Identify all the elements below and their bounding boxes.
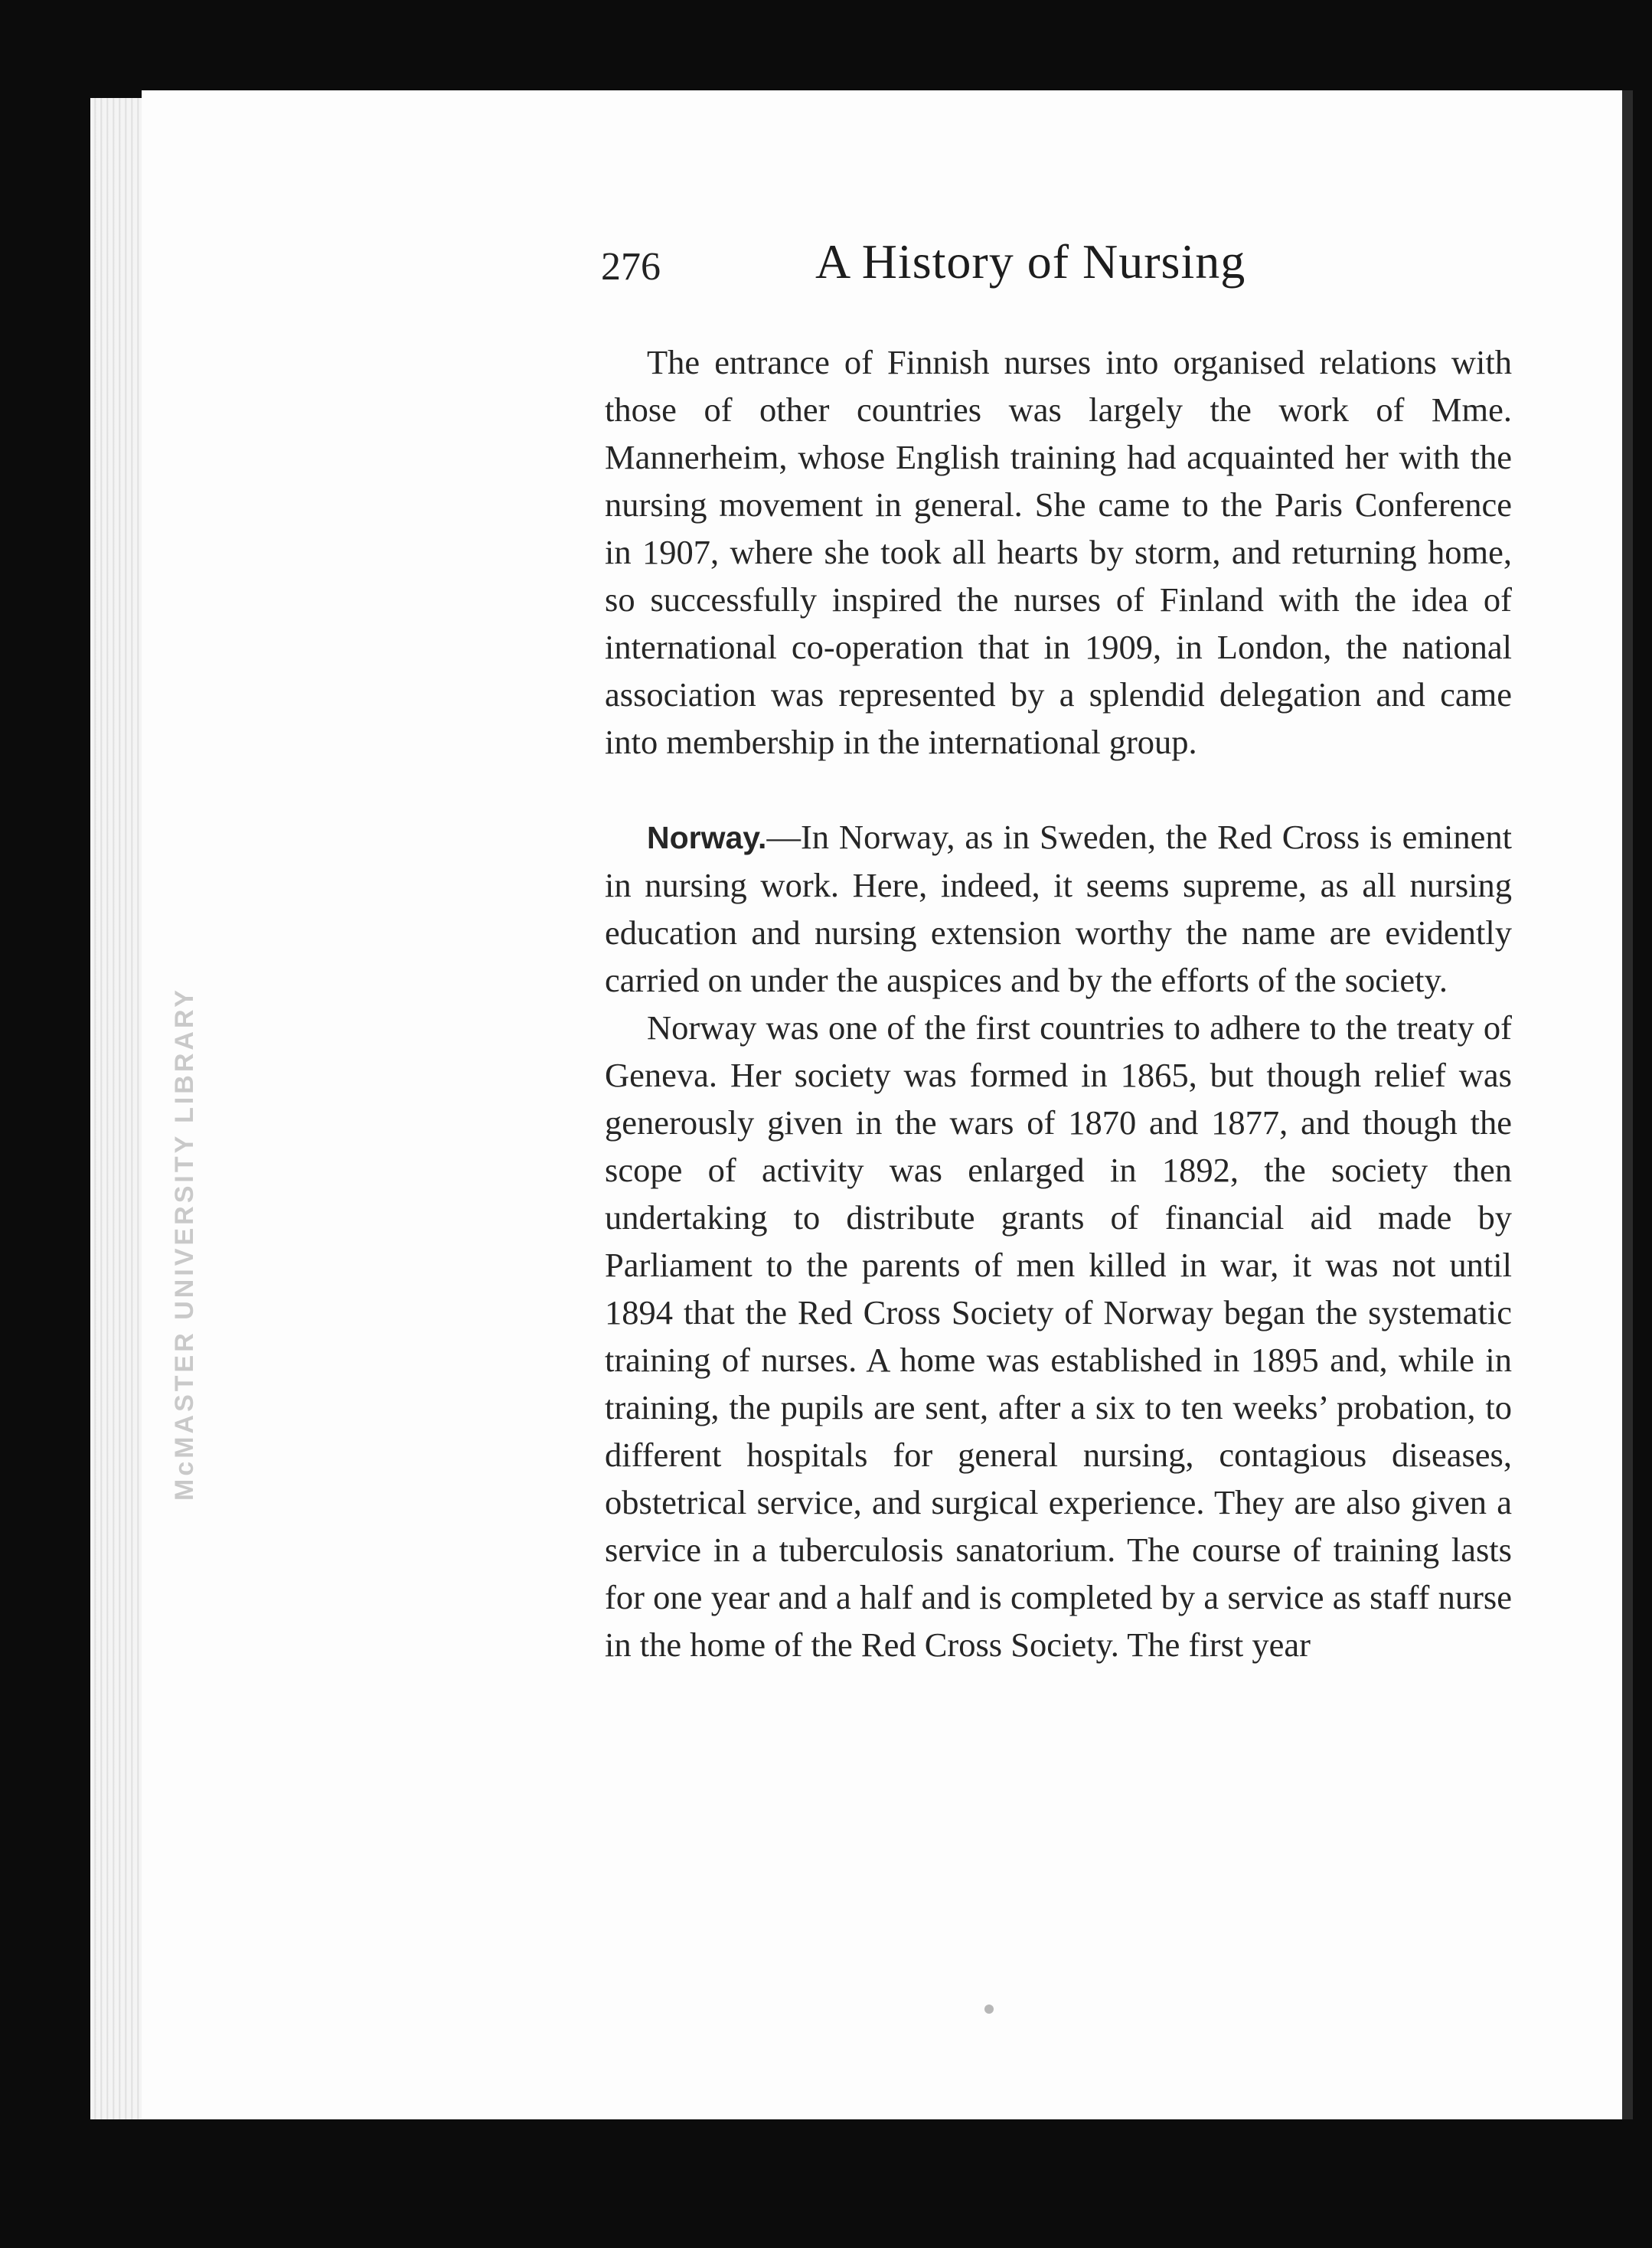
section-heading-norway: Norway. <box>647 820 767 855</box>
paragraph-text: The entrance of Finnish nurses into organised relations with those of other countries was largely the work of Mme. Mannerheim, whose English training had acquainted her with the nursing movement in general. She came to the Paris Conference in 1907, where she took all hearts by storm, and returning home, so successfully inspired the nurses of Finland with the idea of international co-operation that in 1909, in London, the national association was represented by a splendid delegation and came into membership in the international group. <box>605 343 1512 761</box>
body-text <box>605 338 1512 1668</box>
page-header <box>601 234 1512 302</box>
running-title: A History of Nursing <box>815 234 1246 289</box>
paragraph-text: Norway was one of the first countries to adhere to the treaty of Geneva. Her society was formed in 1865, but though relief was generously given in the wars of 1870 and 1877, and though the scope of activity was enlarged in 1892, the society then undertaking to distribute grants of financial aid made by Parliament to the parents of men killed in war, it was not until 1894 that the Red Cross Society of Norway began the systematic training of nurses. A home was established in 1895 and, while in training, the pupils are sent, after a six to ten weeks’ probation, to different hospitals for general nursing, contagious diseases, obstetrical service, and surgical experience. They are also given a service in a tuberculosis sanatorium. The course of training lasts for one year and a half and is completed by a service as staff nurse in the home of the Red Cross Society. The first year <box>605 1008 1512 1664</box>
scan-speck <box>984 2005 994 2014</box>
paragraph-norway <box>605 813 1512 1004</box>
paragraph-finland-nurses <box>605 338 1512 766</box>
paragraph-text: —In Norway, as in Sweden, the Red Cross is eminent in nursing work. Here, indeed, it seems supreme, as all nursing education and nursing extension worthy the name are evidently carried on under the auspices and by the efforts of the society. <box>605 818 1512 999</box>
library-margin-stamp: McMASTER UNIVERSITY LIBRARY <box>170 987 199 1501</box>
paragraph-norway-red-cross-history <box>605 1004 1512 1668</box>
page-number: 276 <box>601 245 661 289</box>
